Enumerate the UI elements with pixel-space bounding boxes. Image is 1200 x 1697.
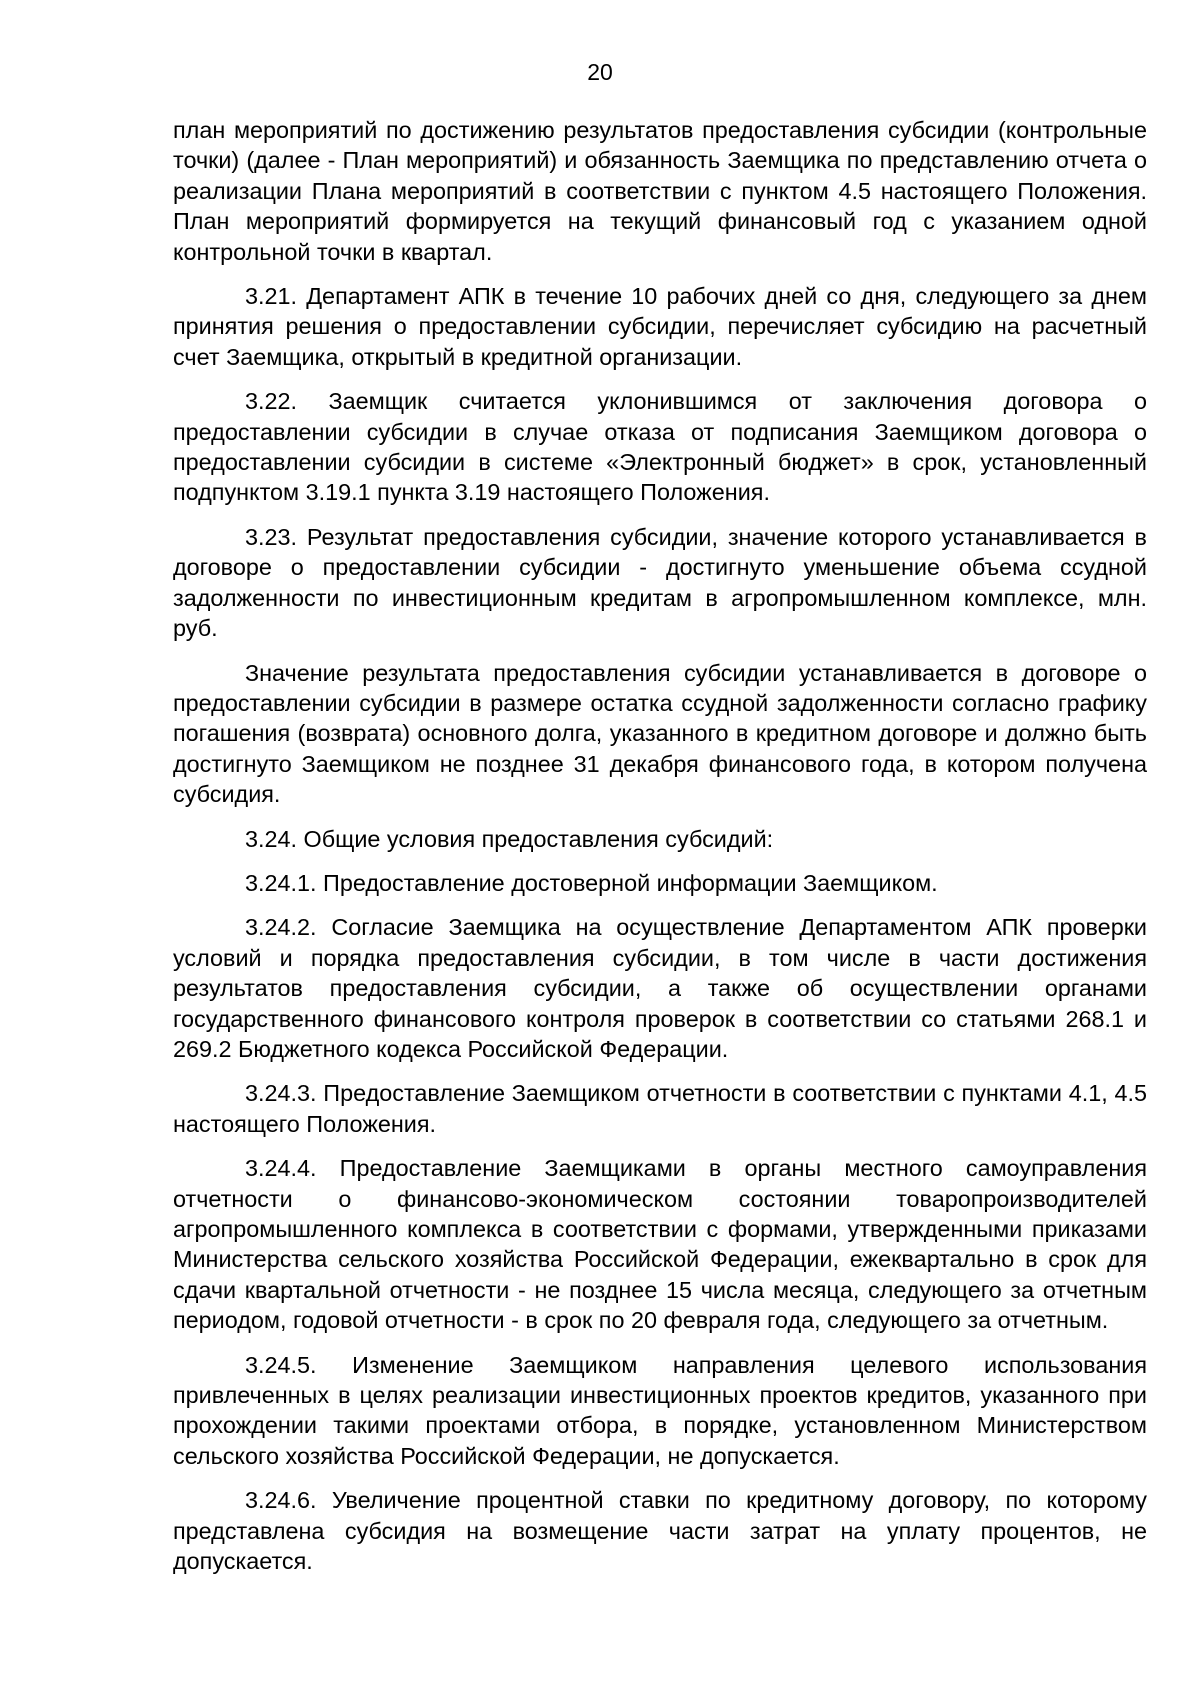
paragraph-3-22: 3.22. Заемщик считается уклонившимся от заключения договора о предоставлении субсидии в случае отказа от подписания Заемщиком договора о предоставлении субсидии в системе «Электронный бюджет» в срок, установленный подпунктом 3.19.1 пункта 3.19 настоящего Положения. [173,388,1147,506]
document-body [173,115,1147,1590]
paragraph-3-24-2: 3.24.2. Согласие Заемщика на осуществление Департаментом АПК проверки условий и порядка предоставления субсидии, в том числе в части достижения результатов предоставления субсидии, а также об осуществлении органами государственного финансового контроля проверок в соответствии со статьями 268.1 и 269.2 Бюджетного кодекса Российской Федерации. [173,914,1147,1062]
paragraph-3-24-3: 3.24.3. Предоставление Заемщиком отчетности в соответствии с пунктами 4.1, 4.5 настоящего Положения. [173,1080,1147,1137]
paragraph-3-24: 3.24. Общие условия предоставления субсидий: [245,825,774,852]
paragraph-3-24-5: 3.24.5. Изменение Заемщиком направления целевого использования привлеченных в целях реализации инвестиционных проектов кредитов, указанного при прохождении такими проектами отбора, в порядке, установленном Министерством сельского хозяйства Российской Федерации, не допускается. [173,1351,1147,1469]
paragraph-3-24-1: 3.24.1. Предоставление достоверной информации Заемщиком. [245,869,938,896]
paragraph-continuation: план мероприятий по достижению результатов предоставления субсидии (контрольные точки) (далее - План мероприятий) и обязанность Заемщика по представлению отчета о реализации Плана мероприятий в соответствии с пунктом 4.5 настоящего Положения. План мероприятий формируется на текущий финансовый год с указанием одной контрольной точки в квартал. [173,117,1147,265]
paragraph-3-23-value: Значение результата предоставления субсидии устанавливается в договоре о предоставлении субсидии в размере остатка ссудной задолженности согласно графику погашения (возврата) основного долга, указанного в кредитном договоре и должно быть достигнуто Заемщиком не позднее 31 декабря финансового года, в котором получена субсидия. [173,659,1147,808]
paragraph-3-24-4: 3.24.4. Предоставление Заемщиками в органы местного самоуправления отчетности о финансово-экономическом состоянии товаропроизводителей агропромышленного комплекса в соответствии с формами, утвержденными приказами Министерства сельского хозяйства Российской Федерации, ежеквартально в срок для сдачи квартальной отчетности - не позднее 15 числа месяца, следующего за отчетным периодом, годовой отчетности - в срок по 20 февраля года, следующего за отчетным. [173,1155,1147,1334]
page-number: 20 [587,59,613,85]
paragraph-3-24-6: 3.24.6. Увеличение процентной ставки по кредитному договору, по которому представлена субсидия на возмещение части затрат на уплату процентов, не допускается. [173,1487,1147,1575]
paragraph-3-23: 3.23. Результат предоставления субсидии, значение которого устанавливается в договоре о предоставлении субсидии - достигнуто уменьшение объема ссудной задолженности по инвестиционным кредитам в агропромышленном комплексе, млн. руб. [173,523,1147,642]
paragraph-3-21: 3.21. Департамент АПК в течение 10 рабочих дней со дня, следующего за днем принятия решения о предоставлении субсидии, перечисляет субсидию на расчетный счет Заемщика, открытый в кредитной организации. [173,283,1147,370]
